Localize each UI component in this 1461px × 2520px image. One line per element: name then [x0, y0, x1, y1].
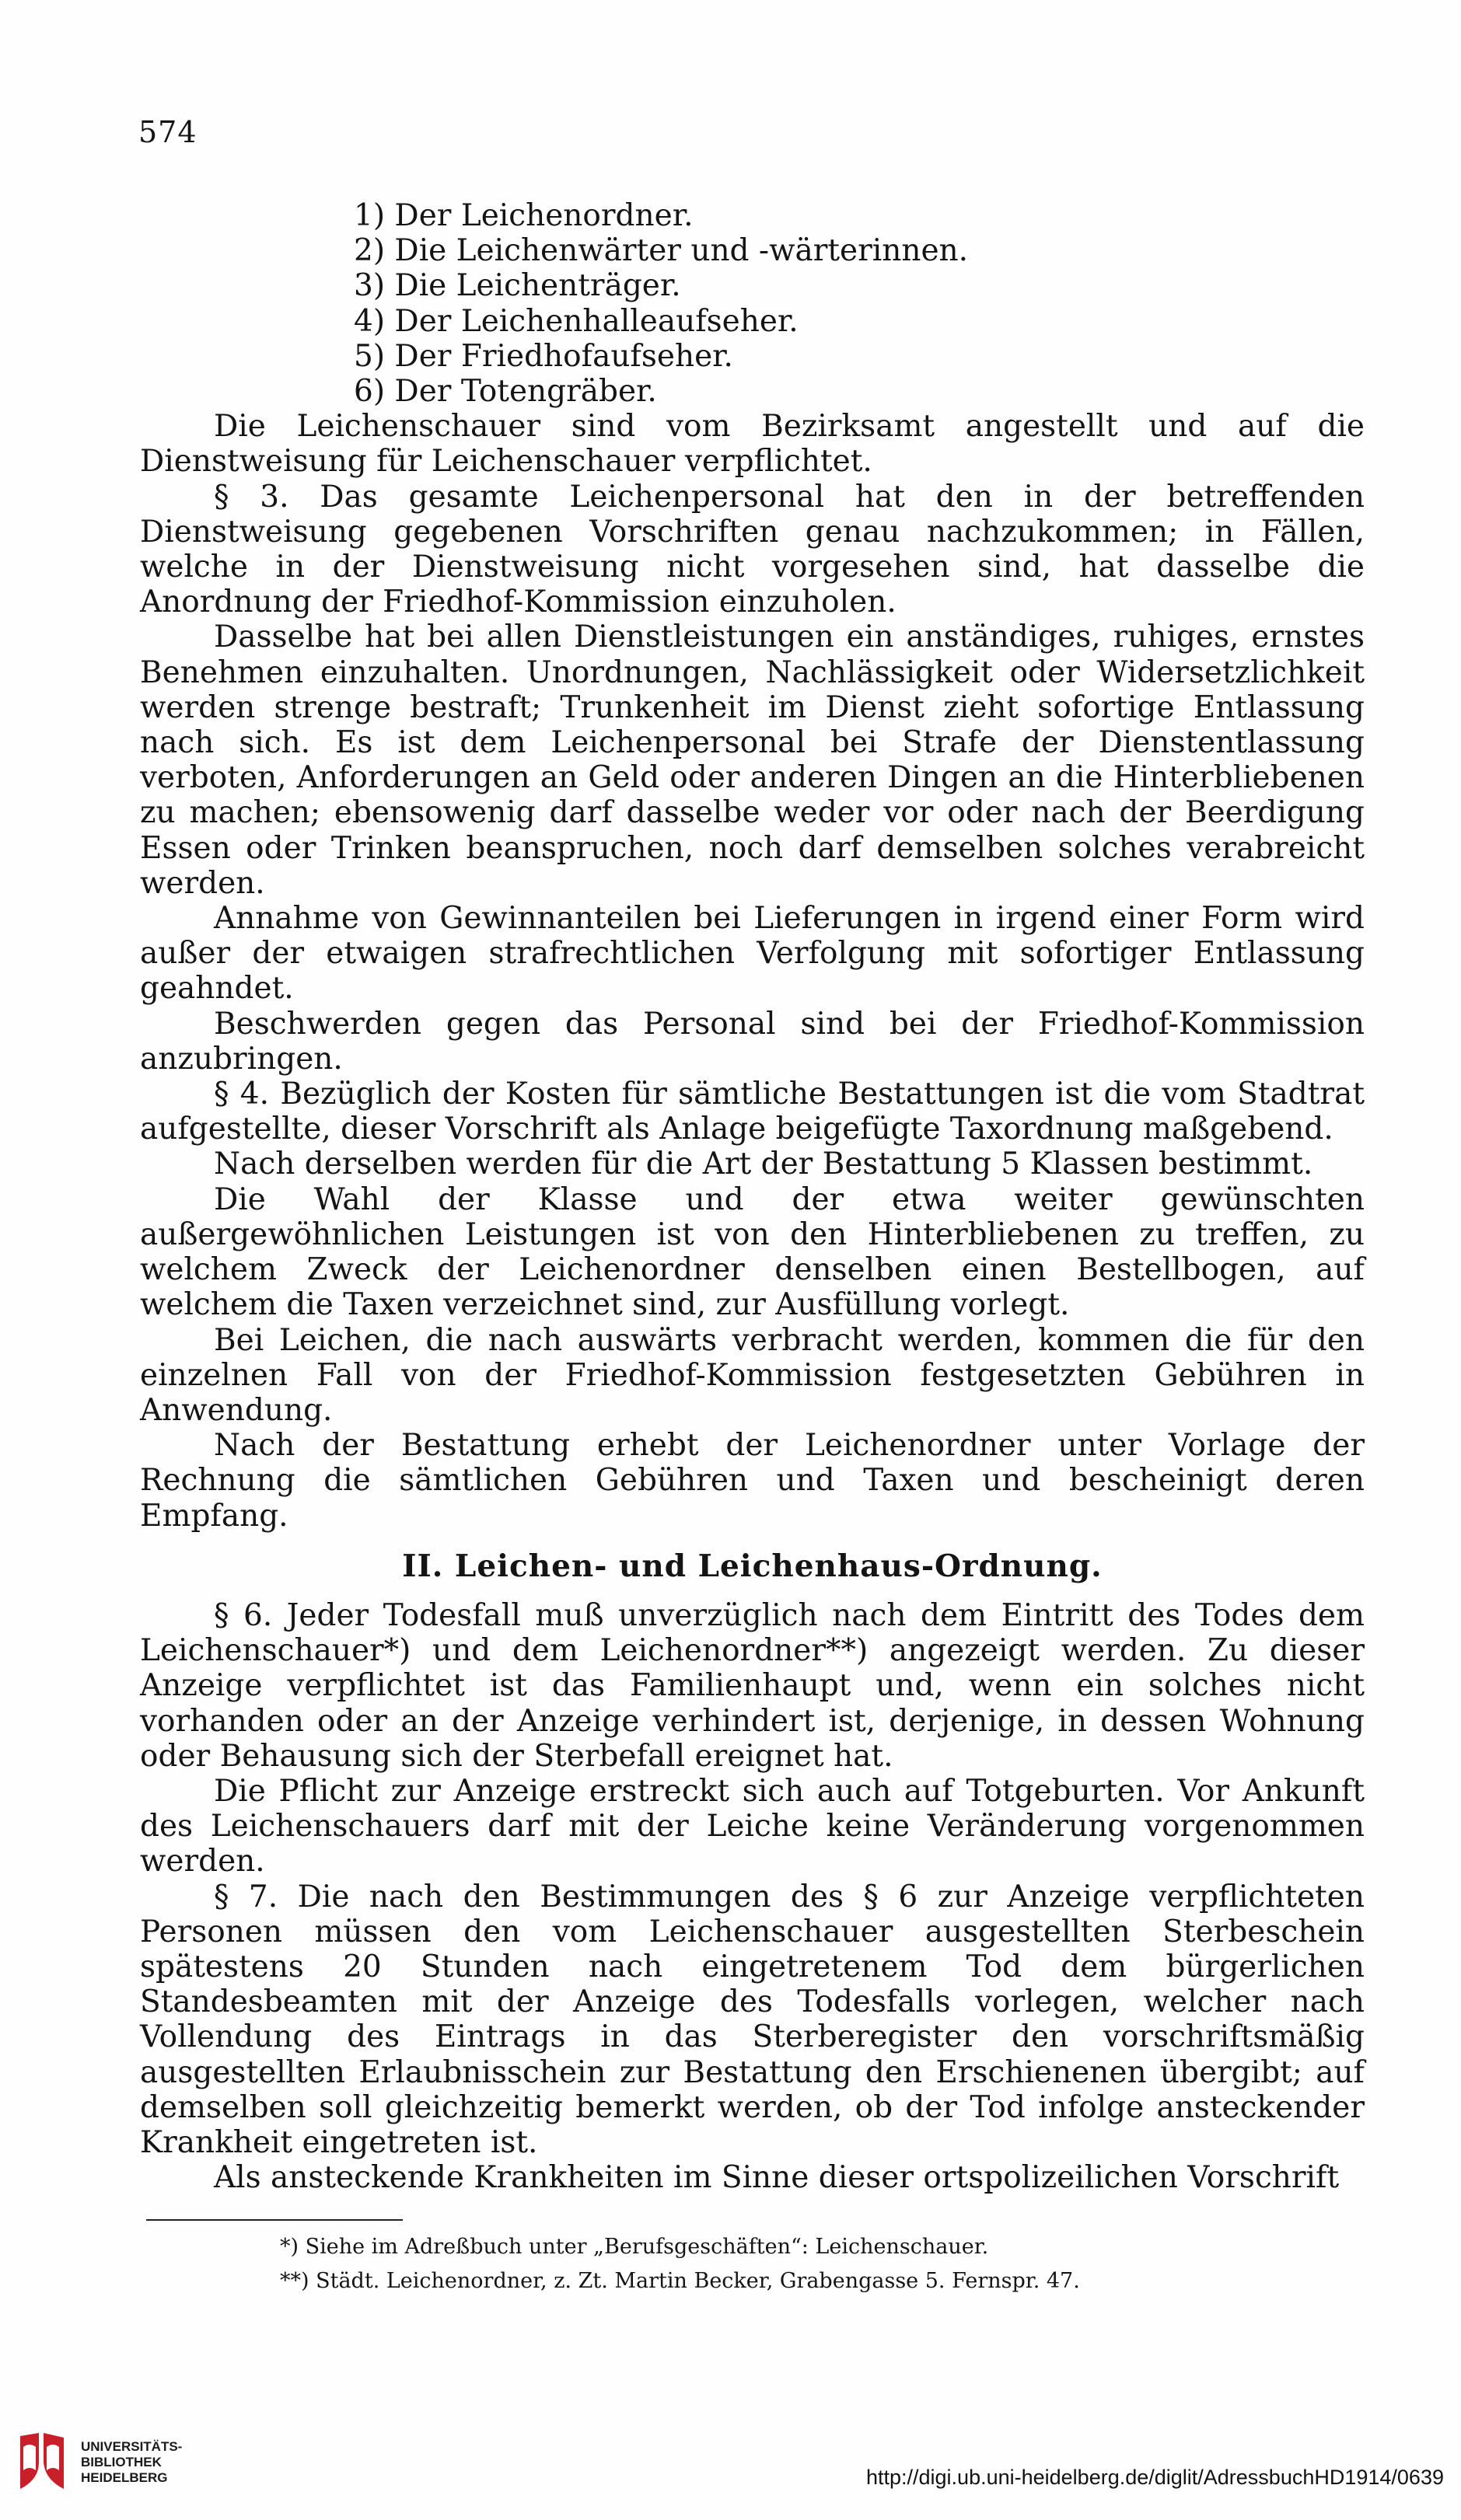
library-logo [16, 2431, 182, 2494]
library-name-line: HEIDELBERG [81, 2470, 168, 2485]
library-name [81, 2439, 182, 2486]
paragraph: Als ansteckende Krankheiten im Sinne dieser ortspolizeilichen Vorschrift [214, 2160, 1340, 2196]
paragraph: Beschwerden gegen das Personal sind bei der Friedhof-Kommission anzubringen. [140, 1006, 1365, 1077]
list-item: 5) Der Friedhofaufseher. [354, 338, 733, 374]
footnote-divider [146, 2219, 403, 2221]
paragraph: Die Pflicht zur Anzeige erstreckt sich auch auf Totgeburten. Vor Ankunft des Leichenschauers darf mit der Leiche keine Veränderung vorgenommen werden. [140, 1773, 1365, 1880]
list-item: 6) Der Totengräber. [354, 374, 657, 410]
list-item: 4) Der Leichenhalleaufseher. [354, 303, 799, 339]
footnote: *) Siehe im Adreßbuch unter „Berufsgeschäften“: Leichenschauer. [280, 2235, 989, 2259]
paragraph: Nach der Bestattung erhebt der Leichenordner unter Vorlage der Rechnung die sämtlichen Gebühren und Taxen und bescheinigt deren Empfang. [140, 1428, 1365, 1534]
paragraph-section-6: § 6. Jeder Todesfall muß unverzüglich nach dem Eintritt des Todes dem Leichenschauer*) und dem Leichenordner**) angezeigt werden. Zu dieser Anzeige verpflichtet ist das Familienhaupt und, wenn ein solches nicht vorhanden oder an der Anzeige verhindert ist, derjenige, in dessen Wohnung oder Behausung sich der Sterbefall ereignet hat. [140, 1597, 1365, 1774]
paragraph: Bei Leichen, die nach auswärts verbracht werden, kommen die für den einzelnen Fall von der Friedhof-Kommission festgesetzten Gebühren in Anwendung. [140, 1322, 1365, 1428]
list-item: 1) Der Leichenordner. [354, 198, 694, 233]
paragraph: Die Leichenschauer sind vom Bezirksamt angestellt und auf die Dienstweisung für Leichenschauer verpflichtet. [140, 409, 1365, 480]
footnotes [140, 2219, 1365, 2298]
paragraph: Annahme von Gewinnanteilen bei Lieferungen in irgend einer Form wird außer der etwaigen strafrechtlichen Verfolgung mit sofortiger Entlassung geahndet. [140, 901, 1365, 1007]
paragraph: Dasselbe hat bei allen Dienstleistungen ein anständiges, ruhiges, ernstes Benehmen einzuhalten. Unordnungen, Nachlässigkeit oder Widersetzlichkeit werden strenge bestraft; Trunkenheit im Dienst zieht sofortige Entlassung nach sich. Es ist dem Leichenpersonal bei Strafe der Dienstentlassung verboten, Anforderungen an Geld oder anderen Dingen an die Hinterbliebenen zu machen; ebensowenig darf dasselbe weder vor oder nach der Beerdigung Essen oder Trinken beanspruchen, noch darf demselben solches verabreicht werden. [140, 620, 1365, 901]
paragraph: Nach derselben werden für die Art der Bestattung 5 Klassen bestimmt. [214, 1147, 1313, 1182]
paragraph-section-7: § 7. Die nach den Bestimmungen des § 6 zur Anzeige verpflichteten Personen müssen den vom Leichenschauer ausgestellten Sterbeschein spätestens 20 Stunden nach eingetretenem Tod dem bürgerlichen Standesbeamten mit der Anzeige des Todesfalls vorlegen, welcher nach Vollendung des Eintrags in das Sterberegister den vorschriftsmäßig ausgestellten Erlaubnisschein zur Bestattung den Erschienenen übergibt; auf demselben soll gleichzeitig bemerkt werden, ob der Tod infolge ansteckender Krankheit eingetreten ist. [140, 1879, 1365, 2160]
list-item: 3) Die Leichenträger. [354, 268, 681, 304]
library-logo-icon [16, 2431, 70, 2494]
footnote: **) Städt. Leichenordner, z. Zt. Martin Becker, Grabengasse 5. Fernspr. 47. [280, 2269, 1080, 2293]
library-name-line: BIBLIOTHEK [81, 2455, 162, 2469]
list-item: 2) Die Leichenwärter und -wärterinnen. [354, 233, 969, 269]
paragraph-section-3: § 3. Das gesamte Leichenpersonal hat den in der betreffenden Dienstweisung gegebenen Vorschriften genau nachzukommen; in Fällen, welche in der Dienstweisung nicht vorgesehen sind, hat dasselbe die Anordnung der Friedhof-Kommission einzuholen. [140, 479, 1365, 620]
paragraph-section-4: § 4. Bezüglich der Kosten für sämtliche Bestattungen ist die vom Stadtrat aufgestellte, dieser Vorschrift als Anlage beigefügte Taxordnung maßgebend. [140, 1077, 1365, 1147]
library-name-line: UNIVERSITÄTS- [81, 2439, 183, 2454]
page-body [140, 198, 1365, 2195]
page-number: 574 [138, 115, 197, 149]
section-heading: II. Leichen- und Leichenhaus-Ordnung. [402, 1548, 1103, 1584]
personnel-list [354, 198, 1365, 409]
source-url-link[interactable]: http://digi.ub.uni-heidelberg.de/diglit/AdressbuchHD1914/0639 [865, 2466, 1444, 2489]
paragraph: Die Wahl der Klasse und der etwa weiter gewünschten außergewöhnlichen Leistungen ist von den Hinterbliebenen zu treffen, zu welchem Zweck der Leichenordner denselben einen Bestellbogen, auf welchem die Taxen verzeichnet sind, zur Ausfüllung vorlegt. [140, 1181, 1365, 1323]
